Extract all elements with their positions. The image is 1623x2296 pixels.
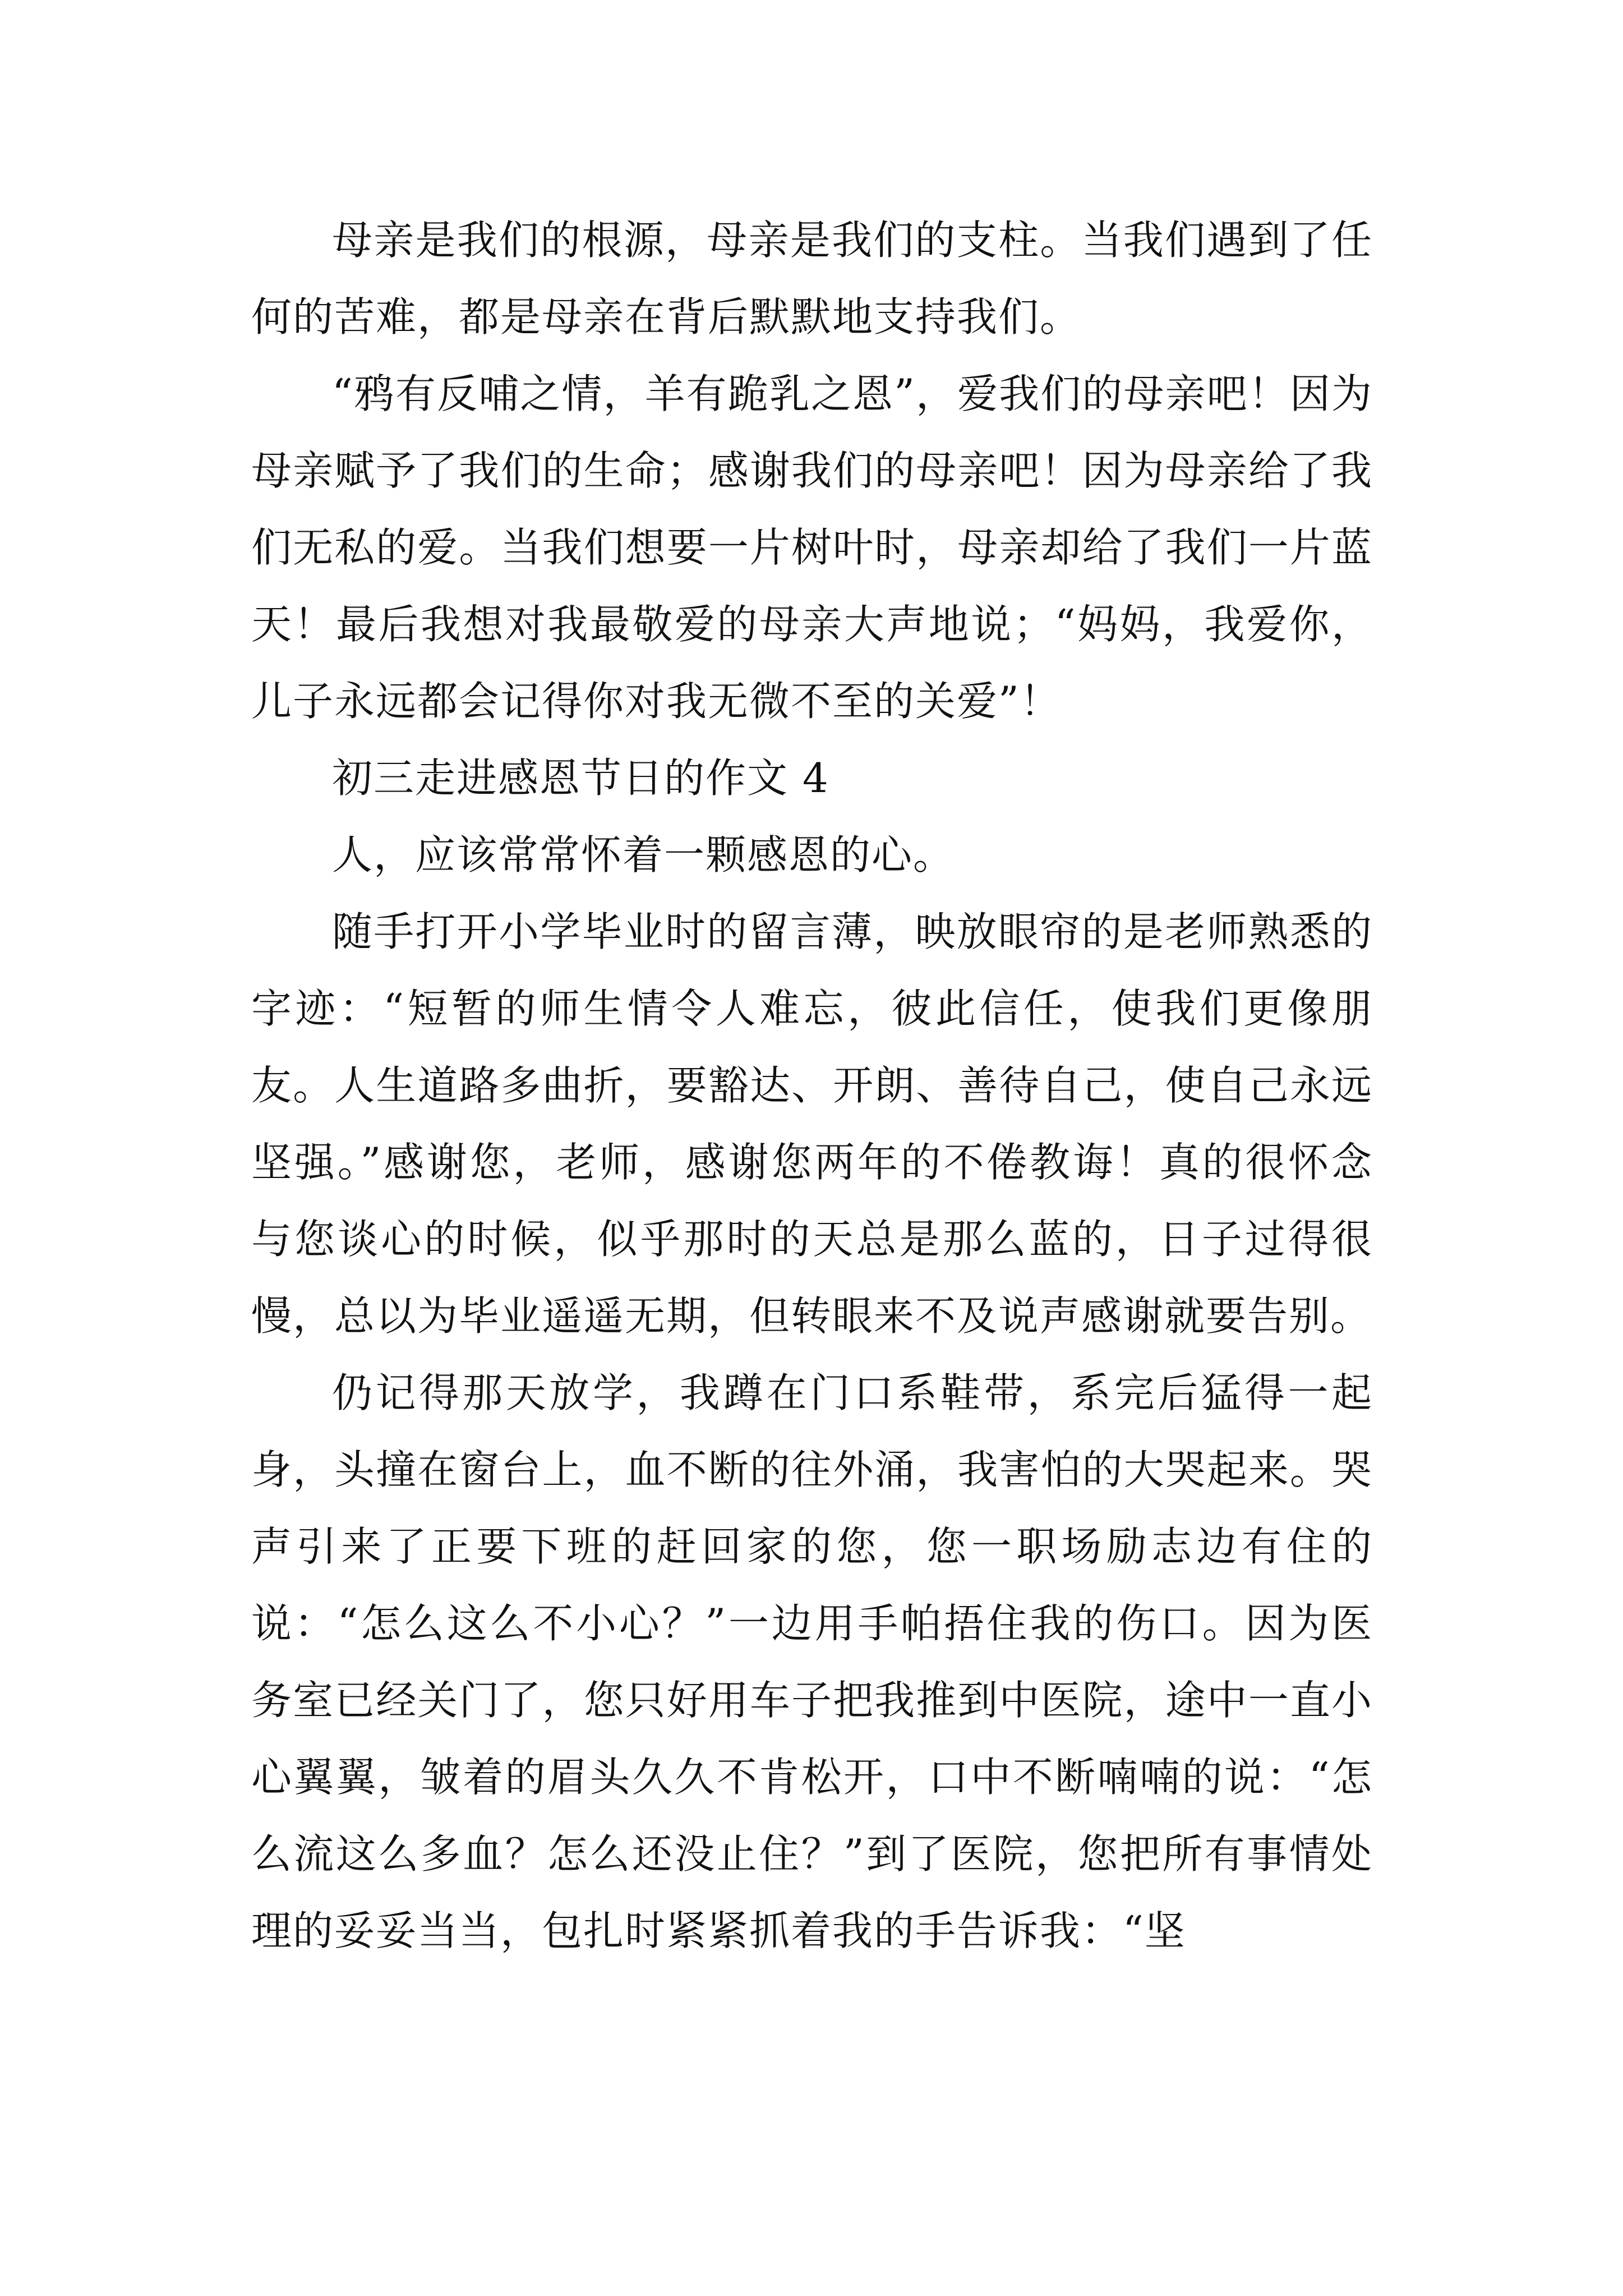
- paragraph: 仍记得那天放学，我蹲在门口系鞋带，系完后猛得一起身，头撞在窗台上，血不断的往外涌，我害怕的大哭起来。哭声引来了正要下班的赶回家的您，您一职场励志边有住的说：“怎么这么不小心？”一边用手帕捂住我的伤口。因为医务室已经关门了，您只好用车子把我推到中医院，途中一直小心翼翼，皱着的眉头久久不肯松开，口中不断喃喃的说：“怎么流这么多血？怎么还没止住？”到了医院，您把所有事情处理的妥妥当当，包扎时紧紧抓着我的手告诉我：“坚: [251, 1369, 1373, 1954]
- document-body: [251, 202, 1373, 1970]
- paragraph: 母亲是我们的根源，母亲是我们的支柱。当我们遇到了任何的苦难，都是母亲在背后默默地支持我们。: [251, 217, 1373, 341]
- section-heading: 初三走进感恩节日的作文 4: [332, 754, 829, 802]
- paragraph: 随手打开小学毕业时的留言薄，映放眼帘的是老师熟悉的字迹：“短暂的师生情令人难忘，彼此信任，使我们更像朋友。人生道路多曲折，要豁达、开朗、善待自己，使自己永远坚强。”感谢您，老师，感谢您两年的不倦教诲！真的很怀念与您谈心的时候，似乎那时的天总是那么蓝的，日子过得很慢，总以为毕业遥遥无期，但转眼来不及说声感谢就要告别。: [251, 908, 1373, 1340]
- paragraph: 人，应该常常怀着一颗感恩的心。: [332, 831, 955, 878]
- paragraph: “鸦有反哺之情，羊有跪乳之恩”，爱我们的母亲吧！因为母亲赋予了我们的生命；感谢我们的母亲吧！因为母亲给了我们无私的爱。当我们想要一片树叶时，母亲却给了我们一片蓝天！最后我想对我最敬爱的母亲大声地说；“妈妈，我爱你，儿子永远都会记得你对我无微不至的关爱”！: [251, 370, 1373, 725]
